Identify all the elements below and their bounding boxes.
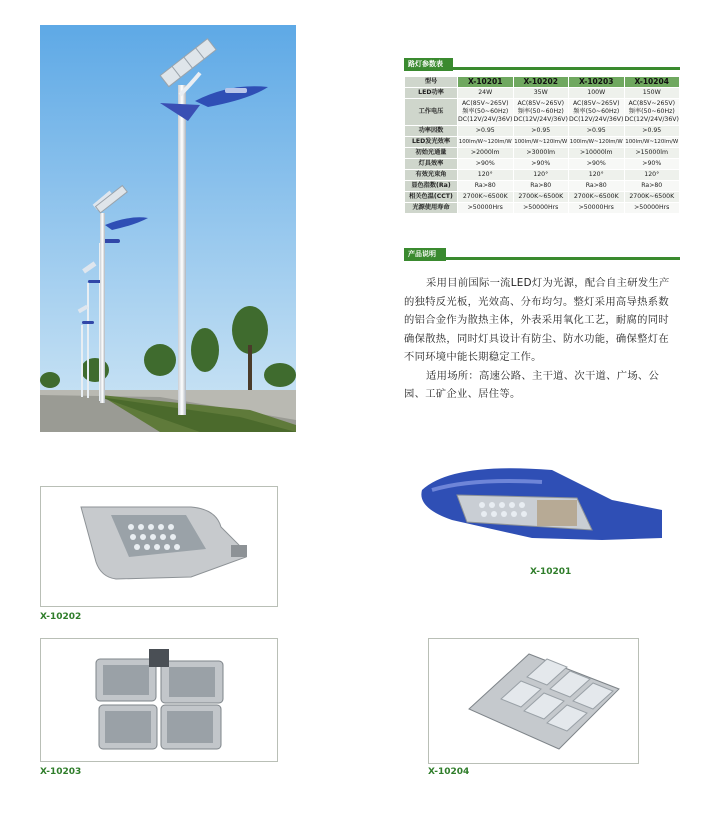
- spec-cell: 2700K~6500K: [569, 192, 625, 203]
- spec-row-label: LED功率: [405, 88, 458, 99]
- spec-cell: >3000lm: [513, 148, 569, 159]
- spec-row-label: LED发光效率: [405, 137, 458, 148]
- spec-cell: 150W: [624, 88, 680, 99]
- desc-section-bar: [404, 248, 680, 261]
- section-divider: [446, 257, 680, 260]
- spec-cell: 35W: [513, 88, 569, 99]
- product-description: [404, 274, 676, 404]
- spec-header-cell: X-10203: [569, 77, 625, 88]
- spec-cell: >0.95: [624, 126, 680, 137]
- product-box-x10202: [40, 486, 278, 607]
- spec-cell: 100lm/W~120lm/W: [569, 137, 625, 148]
- lamp-x10204-image: [429, 639, 638, 763]
- spec-cell: >15000lm: [624, 148, 680, 159]
- product-box-x10203: [40, 638, 278, 762]
- spec-header-cell: X-10201: [458, 77, 514, 88]
- spec-cell: >90%: [458, 159, 514, 170]
- spec-cell: 120°: [569, 170, 625, 181]
- product-caption-x10202: X-10202: [40, 612, 82, 622]
- spec-cell: >10000lm: [569, 148, 625, 159]
- spec-table-row: [405, 99, 680, 126]
- spec-row-label: 功率因数: [405, 126, 458, 137]
- spec-cell: >0.95: [569, 126, 625, 137]
- spec-cell: >0.95: [458, 126, 514, 137]
- product-caption-x10203: X-10203: [40, 767, 82, 777]
- spec-cell: 120°: [624, 170, 680, 181]
- spec-table-row: [405, 137, 680, 148]
- spec-cell: Ra>80: [624, 181, 680, 192]
- spec-cell: >0.95: [513, 126, 569, 137]
- spec-cell: 2700K~6500K: [458, 192, 514, 203]
- spec-row-label: 初始光通量: [405, 148, 458, 159]
- desc-section-title: 产品说明: [404, 248, 446, 261]
- spec-cell: AC(85V~265V) 频率(50~60Hz) DC(12V/24V/36V): [458, 99, 514, 126]
- hero-street-light-photo: [40, 25, 296, 432]
- section-divider: [453, 67, 680, 70]
- spec-cell: Ra>80: [513, 181, 569, 192]
- description-paragraph: 采用目前国际一流LED灯为光源，配合自主研发生产的独特反光板，光效高、分布均匀。整灯采用高导热系数的铝合金作为散热主体，外表采用氧化工艺，耐腐的同时确保散热，同时灯具设计有防尘、防水功能，确保整灯在不同环境中能长期稳定工作。: [404, 277, 670, 363]
- spec-cell: AC(85V~265V) 频率(50~60Hz) DC(12V/24V/36V): [513, 99, 569, 126]
- spec-cell: Ra>80: [458, 181, 514, 192]
- spec-row-label: 相关色温(CCT): [405, 192, 458, 203]
- spec-cell: 100lm/W~120lm/W: [513, 137, 569, 148]
- description-paragraph: 适用场所：高速公路、主干道、次干道、广场、公园、工矿企业、居住等。: [404, 369, 660, 400]
- spec-cell: AC(85V~265V) 频率(50~60Hz) DC(12V/24V/36V): [624, 99, 680, 126]
- spec-row-label: 显色指数(Ra): [405, 181, 458, 192]
- spec-cell: >2000lm: [458, 148, 514, 159]
- spec-cell: >50000Hrs: [569, 203, 625, 214]
- spec-cell: Ra>80: [569, 181, 625, 192]
- lamp-x10202-image: [41, 487, 277, 606]
- product-box-x10204: [428, 638, 639, 764]
- specs-section-title: 路灯参数表: [404, 58, 453, 71]
- product-caption-x10204: X-10204: [428, 767, 470, 777]
- spec-header-cell: X-10204: [624, 77, 680, 88]
- spec-table-header-row: [405, 77, 680, 88]
- spec-row-label: 光源使用寿命: [405, 203, 458, 214]
- spec-row-label: 有效光束角: [405, 170, 458, 181]
- spec-table: [404, 76, 680, 214]
- product-caption-x10201: X-10201: [530, 567, 572, 577]
- spec-cell: >50000Hrs: [624, 203, 680, 214]
- spec-row-label: 工作电压: [405, 99, 458, 126]
- spec-cell: 100lm/W~120lm/W: [458, 137, 514, 148]
- spec-table-row: [405, 170, 680, 181]
- lamp-x10201-image: [412, 460, 667, 560]
- spec-cell: >90%: [513, 159, 569, 170]
- spec-table-row: [405, 159, 680, 170]
- spec-cell: 2700K~6500K: [624, 192, 680, 203]
- spec-table-row: [405, 181, 680, 192]
- spec-table-row: [405, 126, 680, 137]
- spec-cell: 120°: [458, 170, 514, 181]
- spec-cell: >90%: [569, 159, 625, 170]
- spec-table-row: [405, 88, 680, 99]
- spec-row-label: 灯具效率: [405, 159, 458, 170]
- spec-cell: 2700K~6500K: [513, 192, 569, 203]
- spec-table-row: [405, 203, 680, 214]
- spec-table-row: [405, 148, 680, 159]
- spec-cell: 120°: [513, 170, 569, 181]
- spec-cell: >50000Hrs: [513, 203, 569, 214]
- spec-cell: 100lm/W~120lm/W: [624, 137, 680, 148]
- spec-table-row: [405, 192, 680, 203]
- specs-section-bar: [404, 58, 680, 71]
- lamp-x10203-image: [41, 639, 277, 761]
- spec-cell: 24W: [458, 88, 514, 99]
- spec-cell: AC(85V~265V) 频率(50~60Hz) DC(12V/24V/36V): [569, 99, 625, 126]
- spec-header-cell: 型号: [405, 77, 458, 88]
- spec-cell: 100W: [569, 88, 625, 99]
- spec-cell: >50000Hrs: [458, 203, 514, 214]
- spec-cell: >90%: [624, 159, 680, 170]
- spec-header-cell: X-10202: [513, 77, 569, 88]
